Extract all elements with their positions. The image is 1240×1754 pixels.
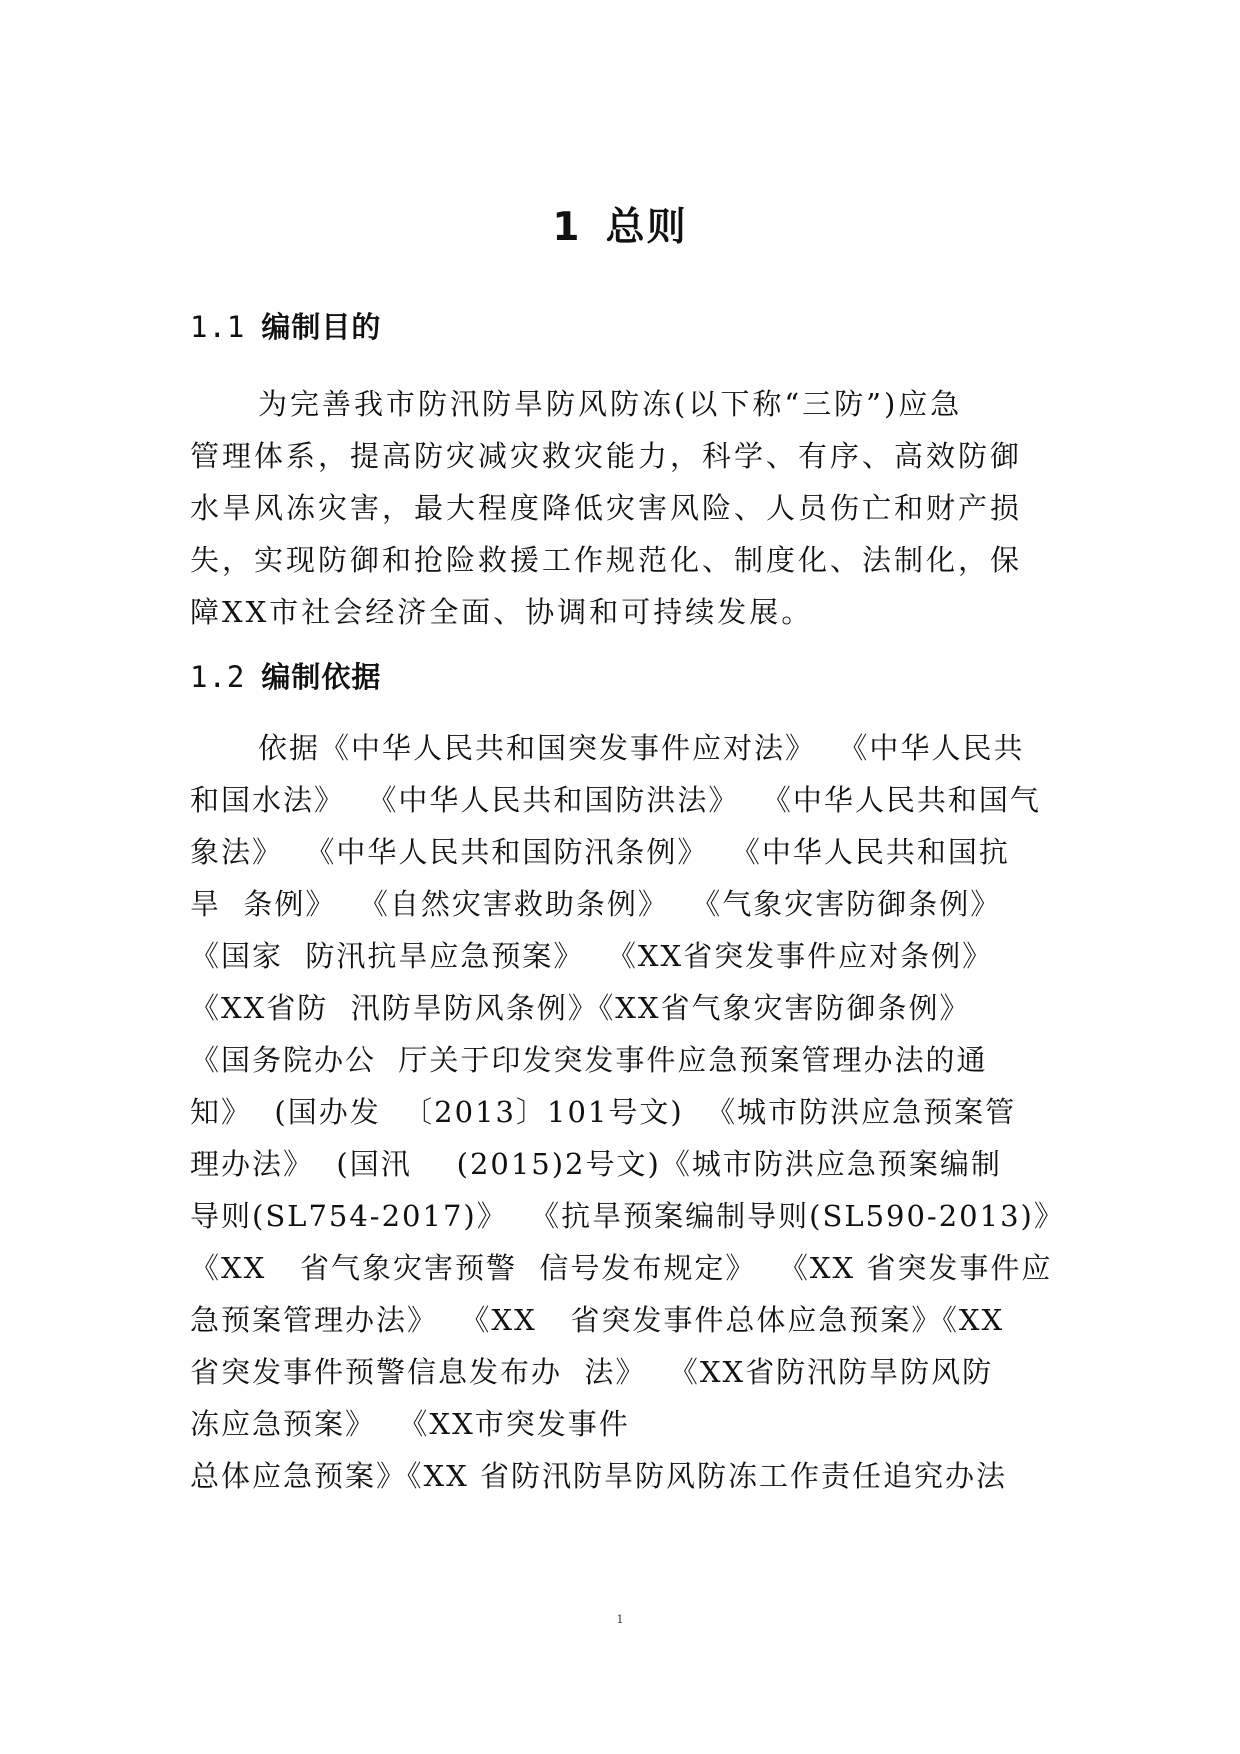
section-1-2-paragraph — [190, 722, 1065, 1502]
section-title-text: 编制依据 — [261, 660, 382, 694]
paragraph-line: 旱 条例》 《自然灾害救助条例》 《气象灾害防御条例》 — [190, 887, 1002, 921]
paragraph-line: 象法》 《中华人民共和国防汛条例》 《中华人民共和国抗 — [190, 835, 1010, 869]
paragraph-line: 理办法》 (国汛 (2015)2号文)《城市防洪应急预案编制 — [190, 1147, 1002, 1181]
paragraph-line: 急预案管理办法》 《XX 省突发事件总体应急预案》《XX — [190, 1303, 1005, 1337]
page-number: 1 — [616, 1613, 624, 1626]
paragraph-line: 水旱风冻灾害，最大程度降低灾害风险、人员伤亡和财产损 — [190, 491, 1023, 525]
paragraph-line: 《XX 省气象灾害预警 信号发布规定》 《XX 省突发事件应 — [190, 1251, 1053, 1285]
chapter-title-text: 总则 — [605, 205, 688, 250]
paragraph-line: 为完善我市防汛防旱防风防冻(以下称“三防”)应急 — [258, 387, 963, 421]
section-title-text: 编制目的 — [261, 310, 382, 344]
paragraph-line: 障XX市社会经济全面、协调和可持续发展。 — [190, 595, 814, 629]
paragraph-line: 《国务院办公 厅关于印发突发事件应急预案管理办法的通 — [190, 1043, 988, 1077]
paragraph-line: 《XX省防 汛防旱防风条例》《XX省气象灾害防御条例》 — [190, 991, 971, 1025]
paragraph-line: 失，实现防御和抢险救援工作规范化、制度化、法制化，保 — [190, 543, 1023, 577]
paragraph-line: 知》 (国办发 〔2013〕101号文) 《城市防洪应急预案管 — [190, 1095, 1017, 1129]
paragraph-line: 冻应急预案》 《XX市突发事件 — [190, 1407, 630, 1441]
section-number: 1.1 — [190, 310, 246, 344]
paragraph-line: 《国家 防汛抗旱应急预案》 《XX省突发事件应对条例》 — [190, 939, 994, 973]
section-1-1-paragraph — [190, 378, 1050, 638]
paragraph-line: 管理体系，提高防灾减灾救灾能力，科学、有序、高效防御 — [190, 439, 1023, 473]
section-number: 1.2 — [190, 660, 246, 694]
chapter-number: 1 — [552, 205, 582, 250]
section-heading-1-1 — [190, 305, 381, 346]
paragraph-line: 总体应急预案》《XX 省防汛防旱防风防冻工作责任追究办法 — [190, 1459, 1008, 1493]
chapter-title — [0, 196, 1240, 252]
paragraph-line: 省突发事件预警信息发布办 法》 《XX省防汛防旱防风防 — [190, 1355, 994, 1389]
paragraph-line: 和国水法》 《中华人民共和国防洪法》 《中华人民共和国气 — [190, 783, 1041, 817]
paragraph-line: 依据《中华人民共和国突发事件应对法》 《中华人民共 — [258, 731, 1025, 765]
section-heading-1-2 — [190, 655, 381, 696]
paragraph-line: 导则(SL754-2017)》 《抗旱预案编制导则(SL590-2013)》 — [190, 1199, 1065, 1233]
